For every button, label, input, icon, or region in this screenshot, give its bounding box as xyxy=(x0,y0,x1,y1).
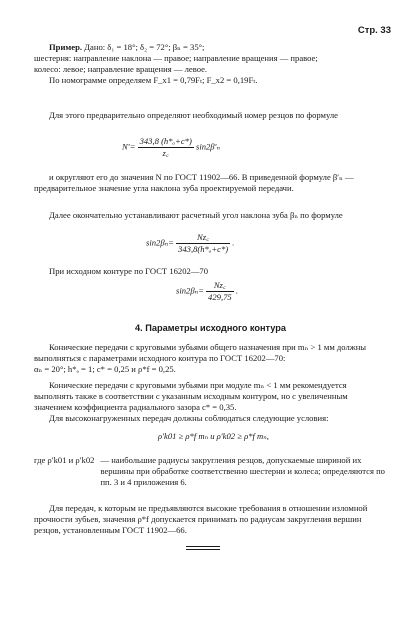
example-gear-line: шестерня: направление наклона — правое; направление вращения — правое; xyxy=(34,53,318,63)
example-block xyxy=(34,42,387,86)
formula-1 xyxy=(122,136,220,159)
paragraph-1: Для этого предварительно определяют необходимый номер резцов по формуле xyxy=(49,110,338,120)
formula-2-lhs: sin2βₙ= xyxy=(146,237,174,248)
formula-1-denominator: z꜀ xyxy=(162,148,169,158)
closing-rule-bottom xyxy=(186,549,220,550)
paragraph-2: и округляют его до значения N по ГОСТ 11902—66. В приведенной формуле β′ₙ — предварительное значение угла наклона зуба проектируемой передачи. xyxy=(34,172,354,193)
page-number: Стр. 33 xyxy=(357,25,391,36)
paragraph-7: Для высоконагруженных передач должны соблюдаться следующие условия: xyxy=(49,413,329,423)
where-text: — наибольшие радиусы закругления резцов, допускаемые шириной их вершины при обработке соответственно шестерни и колеса; определяются по пп. 3 и 4 приложения 6. xyxy=(100,455,385,487)
example-wheel-line: колесо: левое; направление вращения — левое. xyxy=(34,64,208,74)
formula-1-fraction xyxy=(138,136,194,159)
formula-4: ρ′k01 ≥ ρ*f mₙ и ρ′k02 ≥ ρ*f mₙ, xyxy=(158,431,269,441)
formula-1-tail: sin2β′ₙ xyxy=(195,141,220,152)
paragraph-3: Далее окончательно устанавливают расчетный угол наклона зуба βₙ по формуле xyxy=(49,210,343,220)
example-nomogram-line: По номограмме определяем F_x1 = 0,79Fₜ; F_x2 = 0,19Fₜ. xyxy=(49,75,258,85)
formula-2 xyxy=(146,232,234,255)
formula-3-lhs: sin2βₙ= xyxy=(176,285,204,296)
formula-2-tail: . xyxy=(232,237,235,248)
formula-3 xyxy=(176,280,238,303)
example-label: Пример. xyxy=(49,42,83,52)
formula-3-fraction xyxy=(206,280,234,303)
section-title: 4. Параметры исходного контура xyxy=(135,323,286,333)
where-lead: где ρ′k01 и ρ′k02 xyxy=(34,455,95,465)
where-clause xyxy=(34,455,387,488)
formula-3-numerator: Nz꜀ xyxy=(206,280,234,292)
paragraph-5: Конические передачи с круговыми зубьями общего назначения при mₙ > 1 мм должны выполняться с параметрами исходного контура по ГОСТ 16202—70: xyxy=(34,342,367,363)
formula-2-numerator: Nz꜀ xyxy=(176,232,230,244)
example-given: Дано: δ₁ = 18°; δ₂ = 72°; βₙ = 35°; xyxy=(84,42,205,52)
formula-2-fraction xyxy=(176,232,230,255)
formula-3-tail: . xyxy=(235,285,238,296)
paragraph-5-block xyxy=(34,342,387,375)
formula-2-denominator: 343,8(h*ₐ+c*) xyxy=(178,244,229,254)
formula-3-denominator: 429,75 xyxy=(208,292,232,302)
paragraph-6: Конические передачи с круговыми зубьями при модуле mₙ < 1 мм рекомендуется выполнять также в соответствии с указанным исходным контуром, но с увеличенным значением коэффициента радиального зазора c* = 0,35. xyxy=(34,380,348,412)
formula-1-numerator: 343,8 (h*ₐ+c*) xyxy=(139,136,192,146)
paragraph-8: Для передач, к которым не предъявляются высокие требования в отношении изломной прочности зубьев, значения ρ*f допускается принимать по радиусам закругления вершин резцов, установленным ГОСТ 11902—66. xyxy=(34,503,368,535)
formula-1-lhs: N′= xyxy=(122,141,136,152)
paragraph-4: При исходном контуре по ГОСТ 16202—70 xyxy=(49,266,209,276)
paragraph-5-params: αₙ = 20°; h*ₐ = 1; c* = 0,25 и ρ*f = 0,25. xyxy=(34,364,176,374)
closing-rule-top xyxy=(186,546,220,547)
